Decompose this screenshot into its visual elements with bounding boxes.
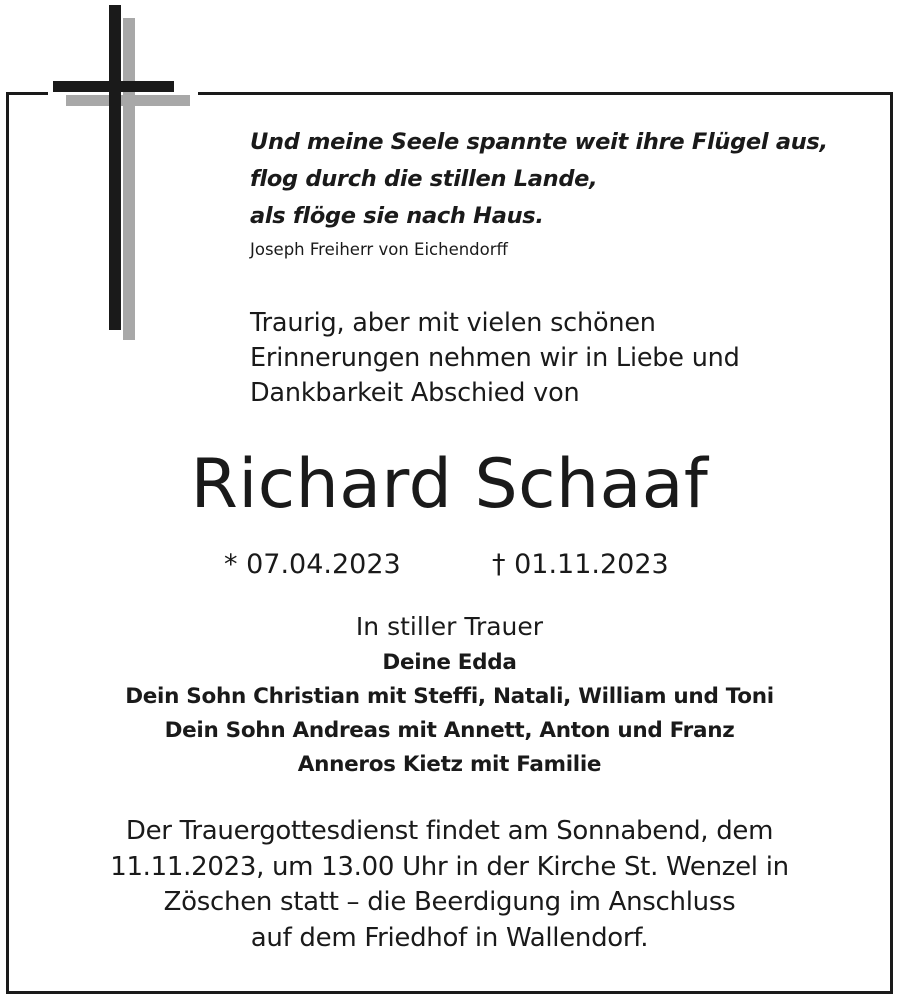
intro-line: Traurig, aber mit vielen schönen bbox=[250, 308, 656, 338]
mourners-block bbox=[0, 608, 899, 782]
cross-vertical-beam bbox=[109, 5, 121, 330]
mourner-name: Dein Sohn Christian mit Steffi, Natali, William und Toni bbox=[125, 684, 774, 709]
cross-shadow-vertical bbox=[123, 18, 135, 340]
quote-author: Joseph Freiherr von Eichendorff bbox=[250, 240, 508, 259]
cross-horizontal-beam bbox=[53, 81, 174, 92]
service-line: Zöschen statt – die Beerdigung im Anschluss bbox=[163, 887, 736, 917]
mourners-intro: In stiller Trauer bbox=[355, 612, 544, 641]
deceased-name: Richard Schaaf bbox=[190, 445, 709, 524]
service-line: Der Trauergottesdienst findet am Sonnabend, dem bbox=[125, 816, 774, 846]
intro-line: Dankbarkeit Abschied von bbox=[250, 378, 580, 408]
quote-line: Und meine Seele spannte weit ihre Flügel aus, bbox=[250, 129, 828, 155]
intro-line: Erinnerungen nehmen wir in Liebe und bbox=[250, 343, 740, 373]
quote-line: flog durch die stillen Lande, bbox=[250, 166, 598, 192]
mourner-name: Deine Edda bbox=[382, 650, 517, 675]
service-line: auf dem Friedhof in Wallendorf. bbox=[250, 922, 649, 953]
death-date: † 01.11.2023 bbox=[492, 549, 669, 580]
cross-shadow-horizontal bbox=[66, 95, 190, 106]
life-dates bbox=[0, 545, 899, 585]
intro-text bbox=[250, 306, 870, 411]
mourner-name: Dein Sohn Andreas mit Annett, Anton und Franz bbox=[164, 718, 735, 743]
quote-line: als flöge sie nach Haus. bbox=[250, 203, 544, 229]
poem-quote bbox=[250, 124, 870, 264]
service-line: 11.11.2023, um 13.00 Uhr in der Kirche St. Wenzel in bbox=[110, 851, 789, 882]
funeral-service-info bbox=[0, 814, 899, 956]
birth-date: * 07.04.2023 bbox=[224, 549, 401, 580]
mourner-name: Anneros Kietz mit Familie bbox=[297, 752, 602, 777]
